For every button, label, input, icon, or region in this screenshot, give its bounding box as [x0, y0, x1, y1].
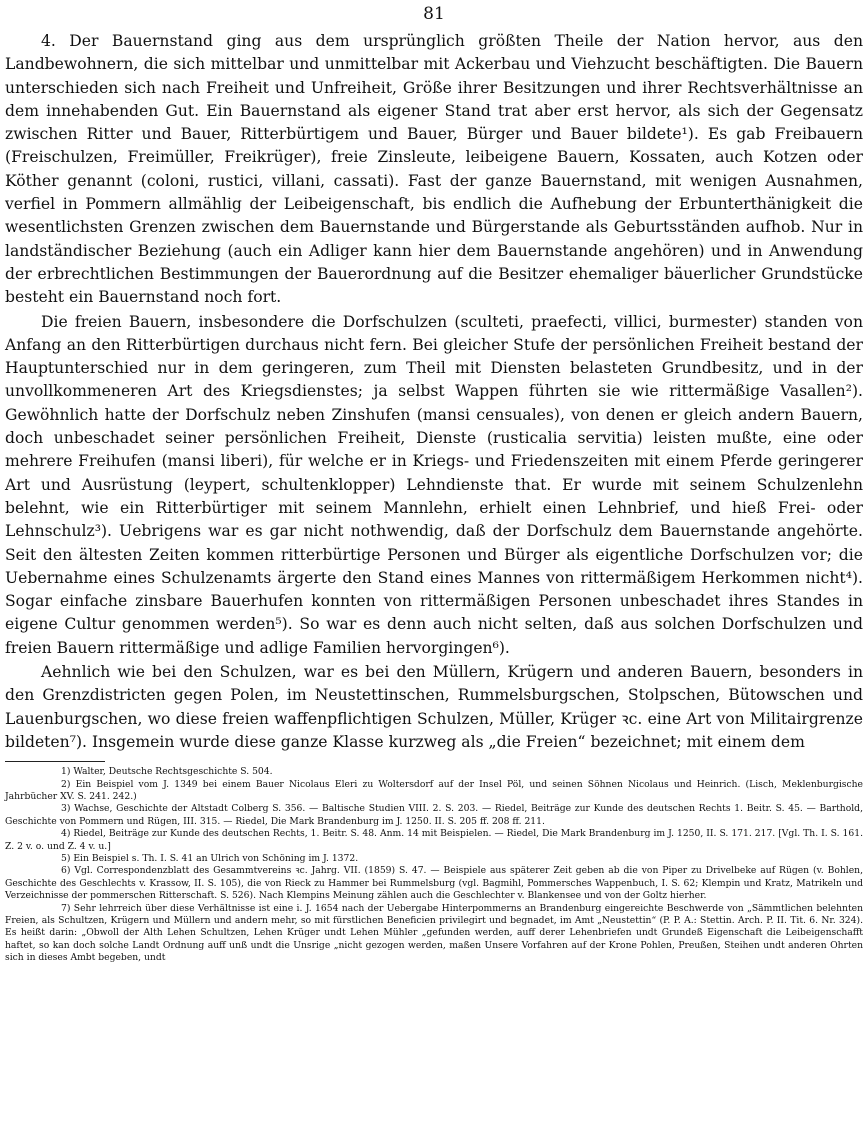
paragraph-muellern-kruegern: Aehnlich wie bei den Schulzen, war es bei den Müllern, Krügern und anderen Bauern, besonders in den Grenzdistricten gegen Polen, im Neustettinschen, Rummelsburgschen, Stolpschen, Bütowschen und Lauenburgschen, wo diese freien waffenpflichtigen Schulzen, Müller, Krüger ꝛc. eine Art von Militairgrenze bildeten⁷). Insgemein wurde diese ganze Klasse kurzweg als „die Freien“ bezeichnet; mit einem dem	[5, 663, 863, 751]
footnote-2: 2) Ein Beispiel vom J. 1349 bei einem Bauer Nicolaus Eleri zu Woltersdorf auf der Insel Pöl, und seinen Söhnen Nicolaus und Heinrich. (Lisch, Meklenburgische Jahrbücher XV. S. 241. 242.)	[5, 778, 863, 803]
footnote-3: 3) Wachse, Geschichte der Altstadt Colberg S. 356. — Baltische Studien VIII. 2. S. 203. — Riedel, Beiträge zur Kunde des deutschen Rechts 1. Beitr. S. 45. — Barthold, Geschichte von Pommern und Rügen, III. 315. — Riedel, Die Mark Brandenburg im J. 1250. II. S. 205 ff. 208 ff. 211.	[5, 803, 863, 827]
page-number: 81	[423, 4, 445, 24]
footnote-divider	[5, 761, 105, 762]
footnote-1: 1) Walter, Deutsche Rechtsgeschichte S. 504.	[61, 766, 273, 778]
footnote-4: 4) Riedel, Beiträge zur Kunde des deutschen Rechts, 1. Beitr. S. 48. Anm. 14 mit Beispielen. — Riedel, Die Mark Brandenburg im J. 1250, II. S. 171. 217. [Vgl. Th. I. S. 161. Z. 2 v. o. und Z. 4 v. u.]	[5, 828, 863, 852]
footnote-5: 5) Ein Beispiel s. Th. I. S. 41 an Ulrich von Schöning im J. 1372.	[61, 853, 359, 865]
footnote-6: 6) Vgl. Correspondenzblatt des Gesammtvereins ꝛc. Jahrg. VII. (1859) S. 47. — Beispiele aus späterer Zeit geben ab die von Piper zu Drivelbeke auf Rügen (v. Bohlen, Geschichte des Geschlechts v. Krassow, II. S. 105), die von Rieck zu Hammer bei Rummelsburg (vgl. Bagmihl, Pommersches Wappenbuch, I. S. 62; Klempin und Kratz, Matrikeln und Verzeichnisse der pommerschen Ritterschaft. S. 526). Nach Klempins Meinung zählen auch die Geschlechter v. Blankensee und von der Goltz hierher.	[5, 865, 863, 902]
footnote-7: 7) Sehr lehrreich über diese Verhältnisse ist eine i. J. 1654 nach der Uebergabe Hinterpommerns an Brandenburg eingereichte Beschwerde von „Sämmtlichen belehnten Freien, als Schultzen, Krügern und Müllern und andern mehr, so mit fürstlichen Beneficien privilegirt und begnadet, im Amt „Neustettin“ (P. P. A.: Stettin. Arch. P. II. Tit. 6. Nr. 324). Es heißt darin: „Obwoll der Alth Lehen Schultzen, Lehen Krüger undt Lehen Mühler „gefunden werden, auff derer Lehenbriefen undt Grundeß Eigenschaft die Leibeigenschafft haftet, so kan doch solche Landt Ordnung auff unß undt die Unsrige „nicht gezogen werden, maßen Unsere Vorfahren auf der Krone Pohlen, Preußen, Steihen undt anderen Ohrten sich in dieses Ambt begeben, undt	[5, 902, 863, 964]
paragraph-bauernstand: 4. Der Bauernstand ging aus dem ursprünglich größten Theile der Nation hervor, aus den Landbewohnern, die sich mittelbar und unmittelbar mit Ackerbau und Viehzucht beschäftigten. Die Bauern unterschieden sich nach Freiheit und Unfreiheit, Größe ihrer Besitzungen und ihrer Rechtsverhältnisse an dem innehabenden Gut. Ein Bauernstand als eigener Stand trat aber erst hervor, als sich der Gegensatz zwischen Ritter und Bauer, Ritterbürtigem und Bauer, Bürger und Bauer bildete¹). Es gab Freibauern (Freischulzen, Freimüller, Freikrüger), freie Zinsleute, leibeigene Bauern, Kossaten, auch Kotzen oder Köther genannt (coloni, rustici, villani, cassati). Fast der ganze Bauernstand, mit wenigen Ausnahmen, verfiel in Pommern allmählig der Leibeigenschaft, bis endlich die Aufhebung der Erbunterthänigkeit die wesentlichsten Grenzen zwischen dem Bauernstande und Bürgerstande als Geburtsständen aufhob. Nur in landständischer Beziehung (auch ein Adliger kann hier dem Bauernstande angehören) und in Anwendung der erbrechtlichen Bestimmungen der Bauerordnung auf die Besitzer ehemaliger bäuerlicher Grundstücke besteht ein Bauernstand noch fort.	[5, 32, 863, 307]
body-text	[5, 30, 863, 754]
paragraph-freie-bauern: Die freien Bauern, insbesondere die Dorfschulzen (sculteti, praefecti, villici, burmester) standen von Anfang an den Ritterbürtigen durchaus nicht fern. Bei gleicher Stufe der persönlichen Freiheit bestand der Hauptunterschied nur in dem geringeren, zum Theil mit Diensten belasteten Grundbesitz, und in der unvollkommeneren Art des Kriegsdienstes; ja selbst Wappen führten sie wie rittermäßige Vasallen²). Gewöhnlich hatte der Dorfschulz neben Zinshufen (mansi censuales), von denen er gleich andern Bauern, doch unbeschadet seiner persönlichen Freiheit, Dienste (rusticalia servitia) leisten mußte, eine oder mehrere Freihufen (mansi liberi), für welche er in Kriegs- und Friedenszeiten mit einem Pferde geringerer Art und Ausrüstung (leypert, schultenklopper) Lehndienste that. Er wurde mit seinem Schulzenlehn belehnt, wie ein Ritterbürtiger mit seinem Mannlehn, erhielt einen Lehnbrief, und hieß Frei- oder Lehnschulz³). Uebrigens war es gar nicht nothwendig, daß der Dorfschulz dem Bauernstande angehörte. Seit den ältesten Zeiten kommen ritterbürtige Personen und Bürger als eigentliche Dorfschulzen vor; die Uebernahme eines Schulzenamts ärgerte den Stand eines Mannes von rittermäßigem Herkommen nicht⁴). Sogar einfache zinsbare Bauerhufen konnten von rittermäßigen Personen unbeschadet ihres Standes in eigene Cultur genommen werden⁵). So war es denn auch nicht selten, daß aus solchen Dorfschulzen und freien Bauern rittermäßige und adlige Familien hervorgingen⁶).	[5, 312, 863, 657]
footnotes	[5, 766, 863, 965]
